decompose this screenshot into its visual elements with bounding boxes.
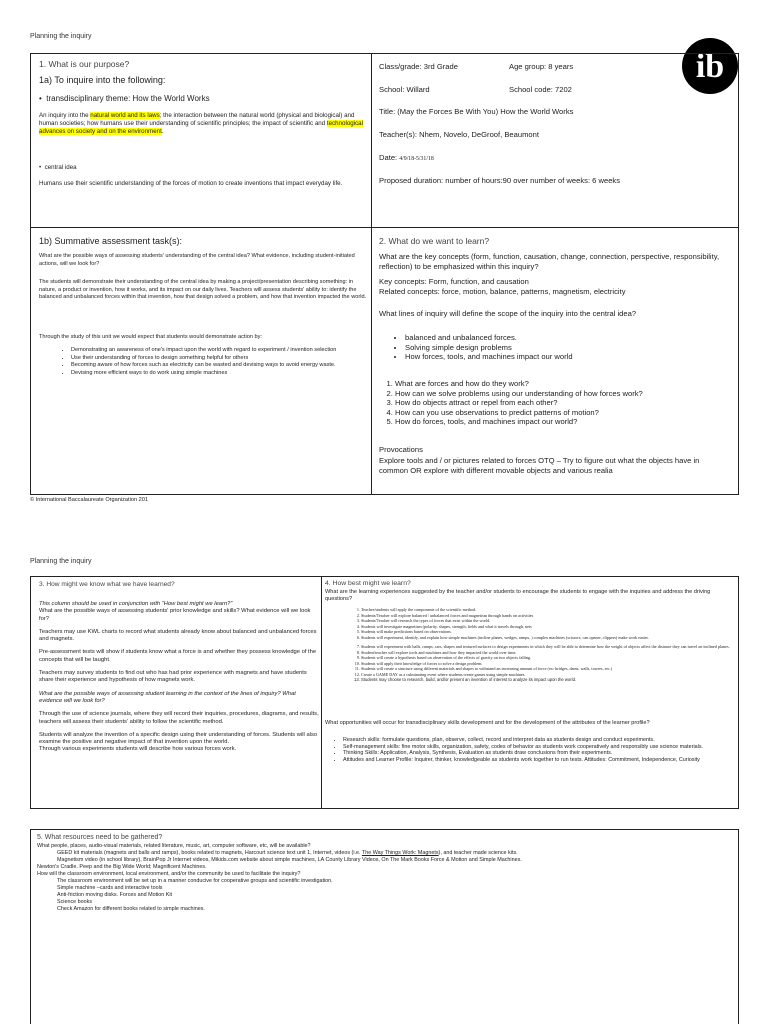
purpose-cell bbox=[30, 53, 372, 228]
copyright: © International Baccalaureate Organization 201 bbox=[30, 497, 148, 503]
school: School: Willard bbox=[379, 85, 430, 94]
best-heading: 4. How best might we learn? bbox=[325, 580, 411, 587]
list-item: 5. How do forces, tools, and machines impact our world? bbox=[395, 417, 739, 427]
central-idea-text: Humans use their scientific understanding of the forces of motion to create inventions that impact everyday life. bbox=[39, 180, 343, 187]
list-item: 1. Teacher/students will apply the components of the scientific method. bbox=[361, 607, 739, 613]
list-item: • How forces, tools, and machines impact our world bbox=[405, 352, 735, 362]
svg-text:ib: ib bbox=[695, 48, 725, 85]
summative-paragraph-1: The students will demonstrate their understanding of the central idea by making a project/presentation describing something: in nature, a product or invention, how it works, and its impact on our daily lives. Teachers will assess students' ability to: identify the balanced and unbalanced forces within that invention, how that design solved a problem, and how that invention impacted the world. bbox=[39, 279, 367, 301]
list-item: • Devising more efficient ways to do work using simple machines bbox=[71, 370, 366, 378]
resources-cell bbox=[30, 829, 739, 1024]
theme-description: An inquiry into the natural world and its laws; the interaction between the natural world (physical and biological) and human societies; how humans use their understanding of scientific principles; the impact of scientific and technological advances on society and on the environment. bbox=[39, 112, 363, 135]
list-item: 4. How can you use observations to predict patterns of motion? bbox=[395, 408, 739, 418]
known-heading: 3. How might we know what we have learned? bbox=[39, 581, 175, 588]
list-item: 5. Students will make predictions based on observations. bbox=[361, 629, 739, 635]
info-cell bbox=[371, 53, 739, 228]
list-item: 2. Students/Teacher will explore balanced / unbalanced forces and magnetism through hands on activities bbox=[361, 613, 739, 619]
list-item: • Solving simple design problems bbox=[405, 343, 735, 353]
list-item: 13. Students may choose to research, build, and/or present an invention of interest to analyze its impact upon the world. bbox=[361, 677, 739, 683]
skills-list bbox=[329, 737, 739, 763]
list-item: 8. Student/teacher will explore tools and machines and how they impacted the world over time. bbox=[361, 650, 739, 656]
age-group: Age group: 8 years bbox=[509, 62, 574, 71]
summative-question: What are the possible ways of assessing students' understanding of the central idea? What evidence, including student-initiated actions, will we look for? bbox=[39, 253, 355, 267]
list-item: 3. Students/Teacher will research the types of forces that exist within the world. bbox=[361, 618, 739, 624]
purpose-subheading: 1a) To inquire into the following: bbox=[39, 75, 166, 85]
best-cell bbox=[321, 576, 739, 809]
list-item: 6. Students will experiment, identify, and explain how simple machines (incline planes, wedges, ramps, ) complex machines (scissors, can opener, clippers) make work easier. bbox=[361, 635, 739, 641]
learn-cell bbox=[371, 227, 739, 495]
resources-heading: 5. What resources need to be gathered? bbox=[37, 834, 163, 841]
list-item: 2. How can we solve problems using our understanding of how forces work? bbox=[395, 389, 739, 399]
list-item: 1. What are forces and how do they work? bbox=[395, 379, 739, 389]
list-item: 9. Students will create a hypothesis based on observation of the effects of gravity on two objects falling. bbox=[361, 655, 739, 661]
list-item: • Attitudes and Learner Profile: Inquirer, thinker, knowledgeable as students work together to run tests. Attitudes: Commitment, Independence, Curiosity bbox=[343, 757, 739, 764]
known-content: This column should be used in conjunction with “How best might we learn?” What are the possible ways of assessing students' prior knowledge and skills? What evidence will we look for? Teachers may use KWL charts to record what students already know about balanced and unbalanced forces and magnets. Pre-assessment tests will show if students know what a force is and whether they possess knowledge of the concepts that will be taught. Teachers may survey students to find out who has had prior experience with magnets and have students share their experience and hypothesis of how magnets work. What are the possible ways of assessing student learning in the context of the lines of inquiry? What evidence will we look for? Through the use of science journals, where they will record their inquiries, procedures, diagrams, and results, teachers will assess their students' ability to follow the scientific method. Students will analyze the invention of a specific design using their understanding of forces. Students will also examine the positive and negative impact of that invention upon the world. Through various experiments students will describe how various forces work. bbox=[39, 601, 319, 753]
purpose-heading: 1. What is our purpose? bbox=[39, 59, 130, 69]
provocations-text: Explore tools and / or pictures related to forces OTQ – Try to figure out what the objects have in common OR explore with different movable objects and various realia bbox=[379, 456, 700, 475]
provocations-heading: Provocations bbox=[379, 445, 423, 454]
central-idea-label: • central idea bbox=[39, 164, 77, 171]
key-concepts: Key concepts: Form, function, and causation bbox=[379, 277, 529, 286]
teachers: Teacher(s): Nhem, Novelo, DeGroof, Beaumont bbox=[379, 130, 539, 139]
transdisciplinary-question: What opportunities will occur for transdisciplinary skills development and for the development of the attributes of the learner profile? bbox=[325, 720, 650, 726]
list-item: 7. Students will experiment with balls, ramps, cars, shapes and textured surfaces to design experiments in which they will be able to determine how the weight of objects affect the distance they can travel on inclined planes. bbox=[361, 644, 739, 650]
list-item: • balanced and unbalanced forces. bbox=[405, 333, 735, 343]
list-item: • Thinking Skills: Application, Analysis, Synthesis, Evaluation as students draw conclusions from their experiments. bbox=[343, 750, 739, 757]
way-things-work-link[interactable]: The Way Things Work: Magnets bbox=[361, 850, 439, 856]
list-item: • Use their understanding of forces to design something helpful for others bbox=[71, 355, 366, 363]
page-header: Planning the inquiry bbox=[30, 33, 92, 40]
key-concepts-question: What are the key concepts (form, function, causation, change, connection, perspective, responsibility, reflection) to be emphasized within this inquiry? bbox=[379, 252, 720, 271]
page-header-2: Planning the inquiry bbox=[30, 558, 92, 565]
class-grade: Class/grade: 3rd Grade bbox=[379, 62, 458, 71]
summative-paragraph-2: Through the study of this unit we would expect that students would demonstrate action by: bbox=[39, 334, 262, 340]
theme-line: • transdisciplinary theme: How the World Works bbox=[39, 94, 210, 103]
lines-of-inquiry-question: What lines of inquiry will define the scope of the inquiry into the central idea? bbox=[379, 309, 637, 318]
related-concepts: Related concepts: force, motion, balance, patterns, magnetism, electricity bbox=[379, 287, 626, 296]
summative-cell bbox=[30, 227, 372, 495]
school-code: School code: 7202 bbox=[509, 85, 572, 94]
list-item: 11. Students will create a structure using different materials and shapes to withstand an increasing amount of force (ex: bridges, dams, walls, towers, etc.) bbox=[361, 666, 739, 672]
list-item: • Becoming aware of how forces such as electricity can be wasted and devising ways to avoid energy waste. bbox=[71, 362, 366, 370]
unit-title: Title: (May the Forces Be With You) How the World Works bbox=[379, 107, 574, 116]
lines-of-inquiry-list bbox=[391, 333, 735, 362]
learn-heading: 2. What do we want to learn? bbox=[379, 236, 490, 246]
best-question: What are the learning experiences suggested by the teacher and/or students to encourage the students to engage with the inquiries and address the driving questions? bbox=[325, 589, 711, 602]
date-line: Date: 4/9/18-5/31/18 bbox=[379, 153, 434, 162]
list-item: • Research skills: formulate questions, plan, observe, collect, record and interpret data as students design and conduct experiments. bbox=[343, 737, 739, 744]
list-item: 3. How do objects attract or repel from each other? bbox=[395, 398, 739, 408]
list-item: • Demonstrating an awareness of one's impact upon the world with regard to experiment / invention selection bbox=[71, 347, 366, 355]
teacher-questions-list bbox=[381, 379, 739, 427]
known-cell bbox=[30, 576, 322, 809]
summative-heading: 1b) Summative assessment task(s): bbox=[39, 236, 183, 246]
learning-experiences-list bbox=[343, 607, 739, 683]
list-item: 4. Students will investigate magnetism (polarity, shapes, strength, fields and what it travels through, nets bbox=[361, 624, 739, 630]
summative-action-list bbox=[57, 347, 366, 377]
list-item: 12. Create a GAME DAY as a culminating event where students create games using simple machines. bbox=[361, 672, 739, 678]
list-item: • Self-management skills: fine motor skills, organization, safety, codes of behavior as students work cooperatively and responsibly use science materials. bbox=[343, 744, 739, 751]
duration: Proposed duration: number of hours:90 over number of weeks: 6 weeks bbox=[379, 176, 621, 185]
list-item: 10. Students will apply their knowledge of forces to solve a design problem. bbox=[361, 661, 739, 667]
resources-content: What people, places, audio-visual materials, related literature, music, art, computer software, etc, will be available? GEED kit materials (magnets and balls and ramps), books related to magnets, Harcourt science text unit 1, Internet, videos (i.e. The Way Things Work: Magnets), and teacher made science kits. Magnetism video (in school library), BrainPop Jr Internet videos, Mikids.com website about simple machines, LA County Library Videos, On The Mark Books Force & Motion and Simple Machines. Newton's Cradle. Peep and the Big Wide World; Magnificent Machines. How will the classroom environment, local environment, and/or the community be used to facilitate the inquiry? The classroom environment will be set up in a manner conducive for cooperative groups and scientific investigation. Simple machine –cards and interactive tools Anti-friction moving disks. Forces and Motion Kit Science books Check Amazon for different books related to simple machines. bbox=[37, 843, 522, 912]
